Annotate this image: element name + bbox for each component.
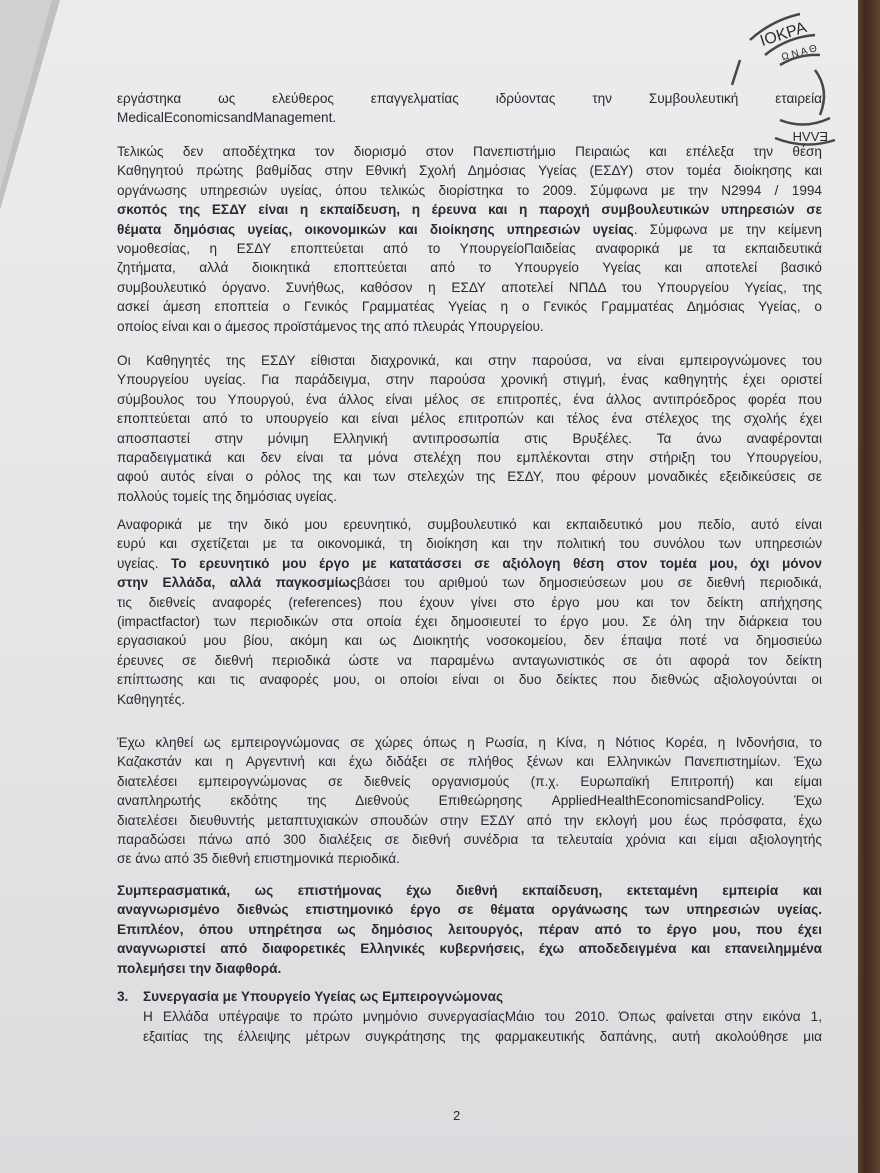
text-run: ζητήματα, αλλά διοικητικά εποπτεύεται από το Υπουργείο Υγείας και αποτελεί βασικό (117, 260, 822, 276)
paragraph-line (117, 670, 822, 690)
paragraph-line (117, 297, 822, 317)
text-run: Έχω κληθεί ως εμπειρογνώμονας σε χώρες όπως η Ρωσία, η Κίνα, η Νότιος Κορέα, η Ινδονήσια, το (117, 735, 822, 750)
paragraph-line (117, 239, 822, 259)
text-run: διατελέσει διευθυντής μεταπτυχιακών σπουδών στην ΕΣΔΥ από την εκλογή μου έως πρόσφατα, έχω (117, 812, 822, 828)
section-line (143, 1007, 822, 1027)
paragraph-line (117, 142, 822, 162)
text-run: εποπτεύεται από το υπουργείο και είναι μέλος επιτροπών και τέλος ένα στέλεχος της σχολής έχει (117, 411, 822, 427)
paragraph-line (117, 448, 822, 468)
bold-text: Επιπλέον, όπου υπηρέτησα ως δημόσιος λειτουργός, πέραν από το έργο μου, που έχει (117, 921, 822, 937)
text-run: Καθηγητού πρώτης βαθμίδας στην Εθνική Σχολή Δημόσιας Υγείας (ΕΣΔΥ) στον τομέα διοίκησης και (117, 163, 822, 179)
text-run: αναπληρωτής εκδότης της Διεθνούς Επιθεώρησης AppliedHealthEconomicsandPolicy. Έχω (117, 793, 822, 809)
page-number: 2 (453, 1108, 461, 1123)
paragraph-line (117, 390, 822, 410)
paragraph-line (117, 220, 822, 240)
text-run: εργάστηκα ως ελεύθερος επαγγελματίας ιδρύοντας την Συμβουλευτική εταιρεία (117, 91, 822, 106)
text-run: σε άνω από 35 διεθνή επιστημονικά περιοδικά. (117, 851, 400, 867)
text-run: εξαιτίας της έλλειψης μέτρων συγκράτησης της φαρμακευτικής δαπάνης, αυτή ακολούθησε μια (143, 1028, 822, 1044)
paragraph-line (117, 351, 822, 371)
paragraph-line (117, 554, 822, 574)
text-run: αποσπαστεί στην μόνιμη Ελληνική αντιπροσωπία στις Βρυξέλες. Τα άνω αναφέρονται (117, 430, 822, 446)
bold-text: Συμπερασματικά, ως επιστήμονας έχω διεθνή εκπαίδευση, εκτεταμένη εμπειρία και (117, 883, 822, 898)
paragraph-line (117, 631, 822, 651)
paragraph-line (117, 573, 822, 593)
paragraph-line (117, 690, 822, 710)
text-run: εργασιακού μου βίου, ακόμη και ως Διοικητής νοσοκομείου, δεν έπαψα ποτέ να δημοσιεύω (117, 633, 822, 649)
paragraph-line (117, 487, 822, 507)
section-line (143, 1027, 822, 1047)
text-run: αφού αυτός είναι ο ρόλος της και των στελεχών της ΕΣΔΥ, που φέρουν μοναδικές εξειδικεύσεις σε (117, 469, 822, 485)
text-run: ασκεί άμεση εποπτεία ο Γενικός Γραμματέας Υγείας η ο Γενικός Γραμματέας Δημόσιας Υγείας, ο (117, 299, 822, 315)
text-run: νομοθεσίας, η ΕΣΔΥ εποπτεύεται από το ΥπουργείοΠαιδείας αναφορικά με τα εκπαιδευτικά (117, 241, 822, 256)
paragraph-line (117, 881, 822, 901)
text-run: παραδειγματικά και δεν είναι τα μόνα στελέχη που εμπλέκονται στην στήριξη του Υπουργείου, (117, 450, 822, 465)
paragraph-line (117, 830, 822, 850)
text-run: συμβουλευτικό όργανο. Συνήθως, καθόσον η ΕΣΔΥ αποτελεί ΝΠΔΔ του Υπουργείου Υγείας, της (117, 279, 822, 295)
bold-text: στην Ελλάδα, αλλά παγκοσμίως (117, 575, 357, 591)
bold-text: Συνεργασία με Υπουργείο Υγείας ως Εμπειρογνώμονας (143, 989, 504, 1004)
text-run: επίπτωσης και τις αναφορές μου, οι οποίοι είναι οι δυο δείκτες που διεθνώς αξιολογούνται οι (117, 672, 822, 688)
text-run: Η Ελλάδα υπέγραψε το πρώτο μνημόνιο συνεργασίαςΜάιο του 2010. Όπως φαίνεται στην εικόνα 1, (143, 1009, 822, 1025)
svg-text:ΕΛΛΗ: ΕΛΛΗ (792, 129, 828, 144)
text-run: τις διεθνείς αναφορές (references) που έχουν γίνει στο έργο μου και τον δείκτη απήχησης (117, 594, 822, 610)
paragraph-line (117, 752, 822, 772)
paragraph-line (117, 370, 822, 390)
paragraph-line (117, 161, 822, 181)
text-run: πολλούς τομείς της δημόσιας υγείας. (117, 488, 338, 504)
paragraph-line (117, 900, 822, 920)
text-run: Οι Καθηγητές της ΕΣΔΥ είθισται διαχρονικά, και στην παρούσα, να είναι εμπειρογνώμονες του (117, 353, 822, 368)
text-run: έρευνες σε διεθνή περιοδικά ώστε να παραμένω ανταγωνιστικός σε ότι αφορά τον δείκτη (117, 652, 822, 668)
paragraph-line (117, 534, 822, 554)
text-run: MedicalEconomicsandManagement. (117, 110, 337, 126)
paragraph-line (117, 181, 822, 201)
text-run: Αναφορικά με την δικό μου ερευνητικό, συμβουλευτικό και εκπαιδευτικό μου πεδίο, αυτό είναι (117, 517, 822, 532)
bold-text: πολεμήσει την διαφθορά. (117, 960, 282, 976)
text-run: ευρύ και σχετίζεται με τα οικονομικά, τη διοίκηση και την πολιτική του συνόλου των υπηρεσιών (117, 536, 822, 552)
paragraph-line (117, 409, 822, 429)
text-run: . Σύμφωνα με την κείμενη (633, 221, 822, 237)
text-run: (impactfactor) των περιοδικών στα οποία έχει δημοσιευτεί το έργο μου. Σε όλη την διάρκεια του (117, 614, 822, 629)
svg-text:Ω Ν Α Θ: Ω Ν Α Θ (780, 43, 819, 64)
paragraph-line (117, 959, 822, 979)
paragraph-line (117, 733, 822, 753)
paragraph-line (117, 317, 822, 337)
paragraph-line (117, 515, 822, 535)
page-curl (0, 0, 52, 190)
text-run: διατελέσει εμπειρογνώμονας σε διεθνείς οργανισμούς (π.χ. Ευρωπαϊκή Επιτροπή) και είμαι (117, 773, 822, 789)
bold-text: Το ερευνητικό μου έργο με κατατάσσει σε αξιόλογη θέση στον τομέα μου, όχι μόνον (171, 555, 822, 571)
paragraph-line (117, 811, 822, 831)
paragraph-line (117, 651, 822, 671)
desk-background (855, 0, 880, 1173)
section-heading (143, 987, 822, 1007)
text-run: Καζακστάν και η Αργεντινή και έχω διδάξει σε πλήθος ξένων και Ελληνικών Πανεπιστημίων. Έχω (117, 754, 822, 770)
paragraph-line (117, 772, 822, 792)
paragraph-line (117, 258, 822, 278)
paragraph-line (117, 89, 822, 109)
paragraph-line (117, 920, 822, 940)
paragraph-line (117, 791, 822, 811)
paragraph-line (117, 939, 822, 959)
section-number: 3. (117, 989, 129, 1004)
text-run: Καθηγητές. (117, 691, 185, 707)
text-run: παραδώσει πάνω από 300 διαλέξεις σε διεθνή συνέδρια τα τελευταία χρόνια και είμαι αξιολογητής (117, 832, 822, 847)
svg-text:ΙΟΚΡΑ: ΙΟΚΡΑ (758, 19, 809, 51)
text-run: οργάνωσης υπηρεσιών υγείας, όπου τελικώς διορίστηκα το 2009. Σύμφωνα με την Ν2994 / 1994 (117, 182, 822, 198)
text-run: βάσει του αριθμού των δημοσιεύσεων μου σε διεθνή περιοδικά, (356, 575, 822, 591)
paragraph-line (117, 467, 822, 487)
paragraph-line (117, 278, 822, 298)
bold-text: αναγνωριστεί από διαφορετικές Ελληνικές κυβερνήσεις, έχω αποδεδειγμένα και επανειλημμένα (117, 941, 822, 957)
paragraph-line (117, 612, 822, 632)
text-run: Τελικώς δεν αποδέχτηκα τον διορισμό στον Πανεπιστήμιο Πειραιώς και επέλεξα την θέση (117, 144, 822, 159)
bold-text: σκοπός της ΕΣΔΥ είναι η εκπαίδευση, η έρευνα και η παροχή συμβουλευτικών υπηρεσιών σε (117, 202, 822, 218)
paragraph-line (117, 200, 822, 220)
paragraph-line (117, 849, 822, 869)
text-run: οποίος είναι και ο άμεσος προϊστάμενος της από πλευράς Υπουργείου. (117, 318, 544, 334)
official-stamp (720, 0, 860, 160)
paragraph-line (117, 429, 822, 449)
paragraph-line (117, 108, 822, 128)
bold-text: θέματα δημόσιας υγείας, οικονομικών και διοίκησης υπηρεσιών υγείας (117, 221, 634, 237)
bold-text: αναγνωρισμένο διεθνώς επιστημονικό έργο σε θέματα οργάνωσης των υπηρεσιών υγείας. (117, 902, 822, 918)
text-run: Υπουργείου υγείας. Για παράδειγμα, στην παρούσα χρονική στιγμή, ένας καθηγητής έχει οριστεί (117, 372, 822, 388)
text-run: υγείας. (117, 555, 172, 571)
text-run: σύμβουλος του Υπουργού, ένα άλλος είναι μέλος σε επιτροπές, ένα άλλος αντιπρόεδρος φορέα που (117, 391, 822, 407)
paragraph-line (117, 593, 822, 613)
